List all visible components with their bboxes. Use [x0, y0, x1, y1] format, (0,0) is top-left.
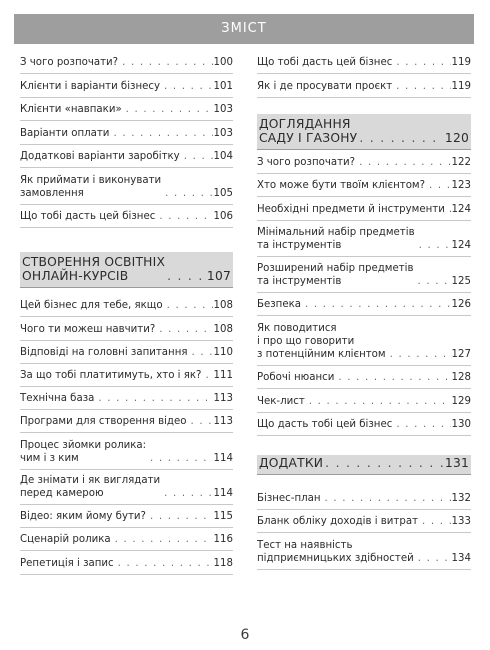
toc-page-number: 127 [451, 349, 471, 360]
toc-page-number: 133 [451, 516, 471, 527]
toc-dot-leader [359, 131, 444, 145]
toc-dot-leader [429, 179, 451, 192]
toc-section-title: СТВОРЕННЯ ОСВІТНІХ ОНЛАЙН-КУРСІВ [22, 255, 166, 283]
toc-entry [257, 488, 471, 510]
toc-entry-title: Репетиція і запис [20, 558, 114, 569]
toc-entry [20, 553, 233, 575]
toc-page-number: 126 [451, 299, 471, 310]
toc-page-number: 107 [206, 269, 231, 283]
toc-entry-title: Що тобі дасть цей бізнес [20, 211, 156, 222]
toc-page-number: 116 [213, 534, 233, 545]
toc-entry-title: Додаткові варіанти заробітку [20, 151, 180, 162]
toc-page-number: 123 [451, 180, 471, 191]
toc-entry [257, 535, 471, 570]
toc-entry-title: З чого розпочати? [20, 57, 119, 68]
toc-page-number: 113 [213, 416, 233, 427]
toc-entry-title: Мінімальний набір предметів та інструментів [257, 227, 415, 251]
toc-page-number: 134 [451, 553, 471, 564]
toc-page-number: 129 [451, 396, 471, 407]
toc-entry [257, 414, 471, 436]
toc-entry-title: За що тобі платитимуть, хто і як? [20, 370, 202, 381]
toc-page-number: 113 [213, 393, 233, 404]
toc-dot-leader [390, 348, 451, 361]
toc-entry [257, 52, 471, 74]
toc-entry [257, 152, 471, 174]
toc-page-number: 114 [213, 488, 233, 499]
toc-entry-title: Робочі нюанси [257, 372, 335, 383]
toc-entry-title: Необхідні предмети й інструменти [257, 204, 445, 215]
toc-dot-leader [396, 80, 450, 93]
page-number: 6 [240, 627, 250, 643]
toc-dot-leader [359, 156, 450, 169]
toc-page-number: 114 [213, 453, 233, 464]
toc-entry [20, 470, 233, 505]
toc-page-number: 131 [444, 456, 469, 470]
toc-entry-title: Де знімати і як виглядати перед камерою [20, 475, 161, 499]
toc-entry [20, 365, 233, 387]
toc-dot-leader [191, 346, 212, 359]
toc-page-number: 103 [213, 128, 233, 139]
toc-entry [20, 388, 233, 410]
toc-page-number: 124 [451, 240, 471, 251]
toc-dot-leader [190, 415, 212, 428]
toc-page-number: 124 [451, 204, 471, 215]
toc-page-number: 115 [213, 511, 233, 522]
toc-page-number: 120 [444, 131, 469, 145]
toc-dot-leader [113, 127, 212, 140]
toc-page-number: 119 [451, 81, 471, 92]
toc-section-header [20, 252, 233, 288]
toc-entry-title: Чого ти можеш навчити? [20, 324, 156, 335]
toc-entry-title: Сценарій ролика [20, 534, 111, 545]
toc-entry-title: Що тобі дасть цей бізнес [257, 57, 393, 68]
toc-entry-title: Безпека [257, 299, 301, 310]
toc-entry [257, 76, 471, 98]
toc-entry [20, 411, 233, 433]
toc-page-number: 119 [451, 57, 471, 68]
toc-entry [257, 199, 471, 221]
toc-entry-title: Чек-лист [257, 396, 305, 407]
toc-entry [257, 222, 471, 257]
toc-page-number: 128 [451, 372, 471, 383]
toc-page-number: 108 [213, 300, 233, 311]
toc-dot-leader [167, 299, 213, 312]
toc-dot-leader [396, 56, 450, 69]
toc-section-header [257, 114, 471, 150]
toc-page-number: 105 [213, 188, 233, 199]
toc-entry-title: Клієнти і варіанти бізнесу [20, 81, 161, 92]
toc-entry-title: Хто може бути твоїм клієнтом? [257, 180, 426, 191]
toc-page-number: 122 [451, 157, 471, 168]
toc-entry-title: Процес зйомки ролика: чим і з ким [20, 440, 147, 464]
page-title: ЗМІСТ [14, 14, 474, 44]
toc-entry [20, 170, 233, 205]
toc-dot-leader [165, 187, 212, 200]
toc-page-number: 130 [451, 419, 471, 430]
toc-entry [257, 511, 471, 533]
toc-dot-leader [396, 418, 450, 431]
toc-dot-leader [205, 369, 212, 382]
toc-page-number: 110 [213, 347, 233, 358]
toc-dot-leader [325, 456, 444, 470]
toc-entry [257, 367, 471, 389]
toc-entry [20, 206, 233, 228]
toc-page-number: 132 [451, 493, 471, 504]
toc-entry-title: Програми для створення відео [20, 416, 187, 427]
toc-dot-leader [325, 492, 451, 505]
toc-entry-title: Як і де просувати проєкт [257, 81, 393, 92]
toc-dot-leader [164, 80, 213, 93]
toc-entry-title: Варіанти оплати [20, 128, 110, 139]
toc-dot-leader [309, 395, 451, 408]
toc-entry [20, 295, 233, 317]
toc-entry [20, 76, 233, 98]
toc-dot-leader [122, 56, 212, 69]
toc-entry [257, 258, 471, 293]
toc-entry-title: Як поводитися і про що говорити з потенційним клієнтом [257, 323, 386, 360]
toc-entry-title: Відповіді на головні запитання [20, 347, 188, 358]
toc-entry-title: Цей бізнес для тебе, якщо [20, 300, 163, 311]
toc-dot-leader [184, 150, 213, 163]
toc-entry [20, 506, 233, 528]
toc-entry [257, 391, 471, 413]
toc-dot-leader [164, 487, 212, 500]
toc-entry [20, 52, 233, 74]
toc-dot-leader [338, 371, 450, 384]
toc-entry [20, 342, 233, 364]
toc-entry-title: Технічна база [20, 393, 95, 404]
toc-entry-title: Тест на наявність підприємницьких здібностей [257, 540, 414, 564]
toc-section-header [257, 455, 471, 475]
toc-entry [257, 294, 471, 316]
toc-entry [20, 99, 233, 121]
toc-dot-leader [418, 275, 451, 288]
toc-section-title: ДОДАТКИ [259, 456, 324, 470]
toc-entry [20, 435, 233, 470]
toc-entry-title: Відео: яким йому бути? [20, 511, 146, 522]
toc-entry-title: З чого розпочати? [257, 157, 356, 168]
toc-dot-leader [98, 392, 212, 405]
toc-page-number: 118 [213, 558, 233, 569]
toc-entry-title: Бізнес-план [257, 493, 321, 504]
toc-dot-leader [167, 269, 206, 283]
toc-page-number: 106 [213, 211, 233, 222]
toc-page-number: 104 [213, 151, 233, 162]
toc-dot-leader [418, 552, 451, 565]
toc-entry [20, 123, 233, 145]
toc-dot-leader [422, 515, 451, 528]
toc-entry [257, 318, 471, 366]
toc-dot-leader [159, 323, 212, 336]
toc-page-number: 108 [213, 324, 233, 335]
toc-entry [20, 146, 233, 168]
toc-entry-title: Бланк обліку доходів і витрат [257, 516, 419, 527]
toc-entry-title: Розширений набір предметів та інструментів [257, 263, 414, 287]
toc-page-number: 111 [213, 370, 233, 381]
toc-entry-title: Що дасть тобі цей бізнес [257, 419, 393, 430]
toc-section-title: ДОГЛЯДАННЯ САДУ І ГАЗОНУ [259, 117, 358, 145]
toc-page-number: 125 [451, 276, 471, 287]
toc-dot-leader [159, 210, 212, 223]
toc-dot-leader [419, 239, 451, 252]
toc-entry [257, 175, 471, 197]
toc-dot-leader [150, 510, 213, 523]
toc-entry-title: Клієнти «навпаки» [20, 104, 122, 115]
toc-dot-leader [449, 203, 451, 216]
toc-entry [20, 529, 233, 551]
toc-dot-leader [126, 103, 213, 116]
toc-dot-leader [305, 298, 451, 311]
toc-page-number: 101 [213, 81, 233, 92]
toc-entry-title: Як приймати і виконувати замовлення [20, 175, 162, 199]
toc-dot-leader [118, 557, 213, 570]
toc-dot-leader [150, 452, 213, 465]
toc-page-number: 103 [213, 104, 233, 115]
toc-dot-leader [115, 533, 213, 546]
toc-page-number: 100 [213, 57, 233, 68]
toc-entry [20, 319, 233, 341]
